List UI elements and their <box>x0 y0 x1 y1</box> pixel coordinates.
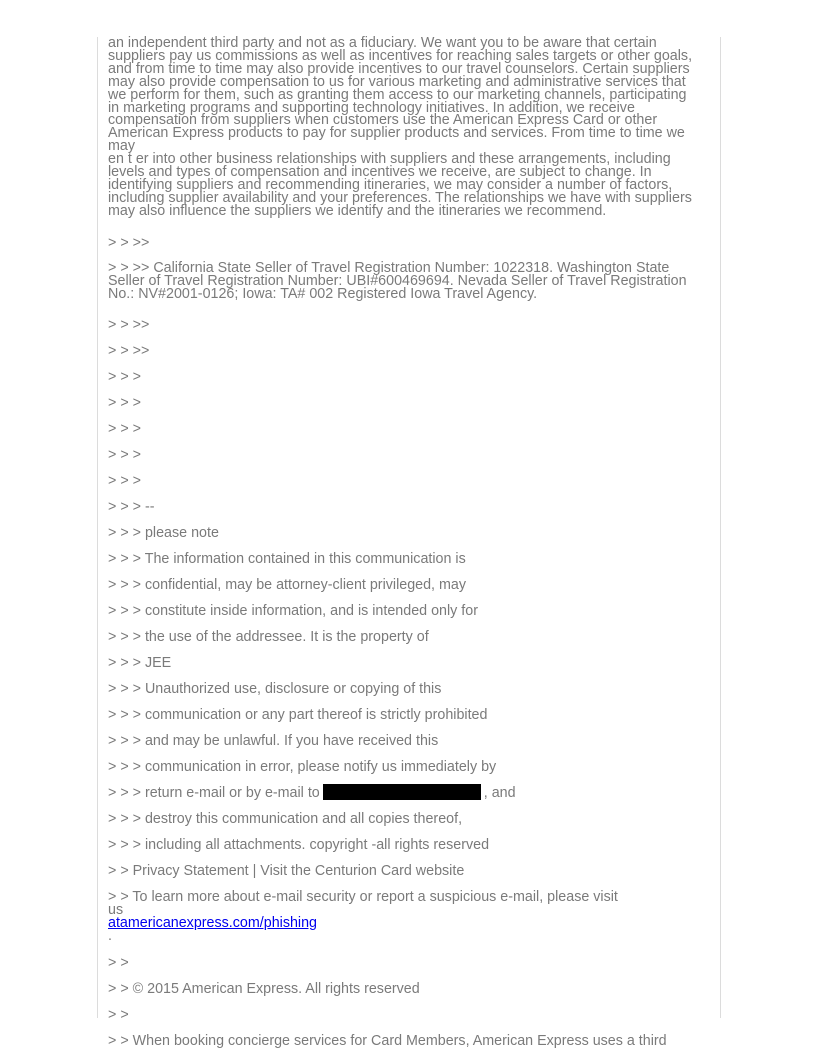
quote-line: > > > constitute inside information, and is intended only for <box>108 603 478 620</box>
text-line: including supplier availability and your preferences. The relationships we have with suppliers <box>108 189 692 206</box>
quote-line: > > > The information contained in this communication is <box>108 551 466 568</box>
return-email-line <box>108 780 712 806</box>
quote-marker-line: > > >> <box>108 234 150 251</box>
quote-line: > > >> <box>108 317 150 334</box>
quote-line: > > > confidential, may be attorney-client privileged, may <box>108 577 467 594</box>
text-line: compensation from suppliers when customers use the American Express Card or other <box>108 112 658 129</box>
quote-line: > > > including all attachments. copyright -all rights reserved <box>108 837 490 854</box>
return-email-suffix: , and <box>483 785 516 802</box>
quote-line: > > > Unauthorized use, disclosure or copying of this <box>108 681 442 698</box>
quote-line: > > > -- <box>108 499 155 516</box>
text-line: may also influence the suppliers we identify and the itineraries we recommend. <box>108 202 607 219</box>
quote-line: > > <box>108 1007 129 1024</box>
text-line: levels and types of compensation and incentives we receive, are subject to change. In <box>108 164 652 181</box>
email-body <box>108 37 712 1054</box>
text-line: and from time to time may also provide incentives to our travel counselors. Certain suppliers <box>108 60 690 77</box>
text-line: Seller of Travel Registration Number: UBI#600469694. Nevada Seller of Travel Registration <box>108 272 687 289</box>
quote-line: > > > and may be unlawful. If you have received this <box>108 733 439 750</box>
text-line: en t er into other business relationships with suppliers and these arrangements, including <box>108 151 671 168</box>
phishing-paragraph <box>108 891 712 943</box>
phishing-link-line <box>108 904 712 943</box>
text-line: identifying suppliers and recommending itineraries, we may consider a number of factors, <box>108 176 673 193</box>
phishing-link[interactable]: atamericanexpress.com/phishing <box>108 915 317 932</box>
text-line: > > To learn more about e-mail security or report a suspicious e-mail, please visit <box>108 889 618 906</box>
quote-line: > > <box>108 955 129 972</box>
quote-line: > > > <box>108 447 141 464</box>
text-line: may <box>108 138 136 155</box>
quote-line: > > > <box>108 369 141 386</box>
quote-line: > > > JEE <box>108 655 172 672</box>
quote-line: > > > <box>108 473 141 490</box>
quote-line: > > > communication in error, please notify us immediately by <box>108 759 497 776</box>
text-line: may also provide compensation to us for various marketing and administrative services that <box>108 73 686 90</box>
text-line: in marketing programs and supporting technology initiatives. In addition, we receive <box>108 99 635 116</box>
quote-line: > > > communication or any part thereof is strictly prohibited <box>108 707 488 724</box>
privacy-statement-line: > > Privacy Statement | Visit the Centurion Card website <box>108 863 465 880</box>
quote-line: > > > <box>108 395 141 412</box>
quote-line: > > > destroy this communication and all copies thereof, <box>108 811 463 828</box>
quote-line: > > > the use of the addressee. It is the property of <box>108 629 429 646</box>
text-line: an independent third party and not as a fiduciary. We want you to be aware that certain <box>108 35 657 51</box>
return-email-text: > > > return e-mail or by e-mail to <box>108 785 320 802</box>
supplier-disclosure-paragraph <box>108 37 712 218</box>
text-line: we perform for them, such as granting them access to our marketing channels, participating <box>108 86 687 103</box>
quote-line: > > When booking concierge services for Card Members, American Express uses a third <box>108 1033 667 1050</box>
text-line: > > >> California State Seller of Travel Registration Number: 1022318. Washington State <box>108 259 670 276</box>
quote-line: > > > <box>108 421 141 438</box>
text-line: suppliers pay us commissions as well as incentives for reaching sales targets or other goals, <box>108 47 693 64</box>
quote-line: > > >> <box>108 343 150 360</box>
text-line: No.: NV#2001-0126; Iowa: TA# 002 Registered Iowa Travel Agency. <box>108 285 538 302</box>
registration-paragraph <box>108 259 712 302</box>
quote-line: > > > please note <box>108 525 219 542</box>
phishing-suffix: . <box>108 928 112 945</box>
phishing-prefix: us <box>108 902 124 919</box>
redacted-email-block <box>323 784 481 800</box>
copyright-line: > > © 2015 American Express. All rights reserved <box>108 981 420 998</box>
text-line: American Express products to pay for supplier products and services. From time to time we <box>108 125 685 142</box>
